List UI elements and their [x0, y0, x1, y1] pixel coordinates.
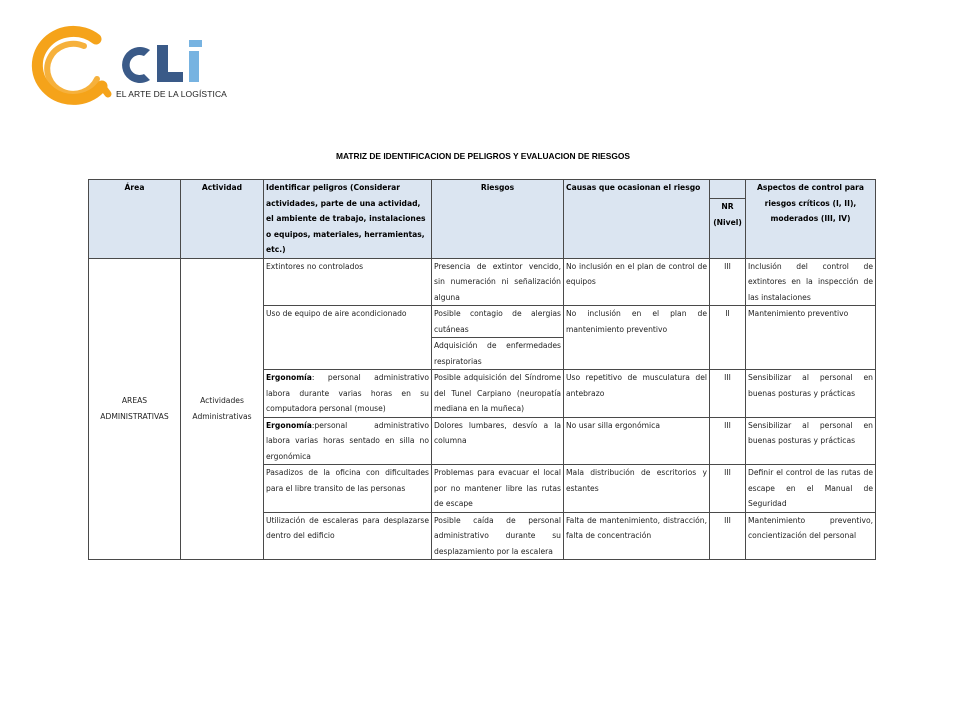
header-peligros: Identificar peligros (Considerar actividades, parte de una actividad, el ambiente de trabajo, instalaciones o equipos, materiales, herramientas, etc.)	[264, 180, 432, 259]
header-riesgos: Riesgos	[432, 180, 564, 259]
peligro-cell: Utilización de escaleras para desplazarse dentro del edificio	[264, 512, 432, 560]
actividad-cell: Actividades Administrativas	[181, 258, 264, 560]
causa-cell: Falta de mantenimiento, distracción, falta de concentración	[564, 512, 710, 560]
peligro-cell: Extintores no controlados	[264, 258, 432, 306]
aspecto-cell: Sensibilizar al personal en buenas posturas y prácticas	[746, 370, 876, 418]
riesgo-cell: Problemas para evacuar el local por no mantener libre las rutas de escape	[432, 465, 564, 513]
peligro-cell	[264, 370, 432, 418]
nr-cell: III	[710, 512, 746, 560]
riesgo-cell: Adquisición de enfermedades respiratorias	[432, 338, 564, 370]
riesgo-cell: Posible adquisición del Síndrome del Tunel Carpiano (neuropatía mediana en la muñeca)	[432, 370, 564, 418]
aspecto-cell: Inclusión del control de extintores en la inspección de las instalaciones	[746, 258, 876, 306]
causa-cell: No usar silla ergonómica	[564, 417, 710, 465]
nr-cell: III	[710, 417, 746, 465]
header-actividad: Actividad	[181, 180, 264, 259]
riesgo-cell: Posible contagio de alergias cutáneas	[432, 306, 564, 338]
header-nr: NR (Nivel)	[710, 199, 746, 259]
aspecto-cell: Mantenimiento preventivo	[746, 306, 876, 370]
riesgo-cell: Dolores lumbares, desvío a la columna	[432, 417, 564, 465]
header-area: Área	[89, 180, 181, 259]
peligro-cell: Uso de equipo de aire acondicionado	[264, 306, 432, 370]
header-nr-top	[710, 180, 746, 199]
document-title: MATRIZ DE IDENTIFICACION DE PELIGROS Y EVALUACION DE RIESGOS	[336, 151, 630, 161]
cli-logo-icon	[24, 24, 224, 114]
risk-matrix-table	[88, 179, 876, 560]
peligro-text: :personal administrativo labora varias horas sentado en silla no ergonómica	[266, 420, 429, 461]
peligro-bold-label: Ergonomía	[266, 420, 312, 430]
header-aspectos: Aspectos de control para riesgos críticos (I, II), moderados (III, IV)	[746, 180, 876, 259]
riesgo-cell: Posible caída de personal administrativo durante su desplazamiento por la escalera	[432, 512, 564, 560]
aspecto-cell: Sensibilizar al personal en buenas posturas y prácticas	[746, 417, 876, 465]
peligro-text: : personal administrativo labora durante varias horas en su computadora personal (mouse)	[266, 373, 429, 413]
aspecto-cell: Definir el control de las rutas de escape en el Manual de Seguridad	[746, 465, 876, 513]
header-causas: Causas que ocasionan el riesgo	[564, 180, 710, 259]
causa-cell: No inclusión en el plan de mantenimiento preventivo	[564, 306, 710, 370]
table-row	[89, 258, 876, 306]
area-cell: AREAS ADMINISTRATIVAS	[89, 258, 181, 560]
nr-cell: III	[710, 370, 746, 418]
nr-cell: II	[710, 306, 746, 370]
logo-tagline: EL ARTE DE LA LOGÍSTICA	[116, 89, 227, 99]
aspecto-cell: Mantenimiento preventivo, concientización del personal	[746, 512, 876, 560]
nr-cell: III	[710, 258, 746, 306]
causa-cell: Uso repetitivo de musculatura del antebrazo	[564, 370, 710, 418]
causa-cell: Mala distribución de escritorios y estantes	[564, 465, 710, 513]
peligro-cell	[264, 417, 432, 465]
riesgo-cell: Presencia de extintor vencido, sin numeración ni señalización alguna	[432, 258, 564, 306]
causa-cell: No inclusión en el plan de control de equipos	[564, 258, 710, 306]
company-logo	[24, 24, 224, 114]
nr-cell: III	[710, 465, 746, 513]
peligro-cell: Pasadizos de la oficina con dificultades para el libre transito de las personas	[264, 465, 432, 513]
peligro-bold-label: Ergonomía	[266, 373, 312, 382]
